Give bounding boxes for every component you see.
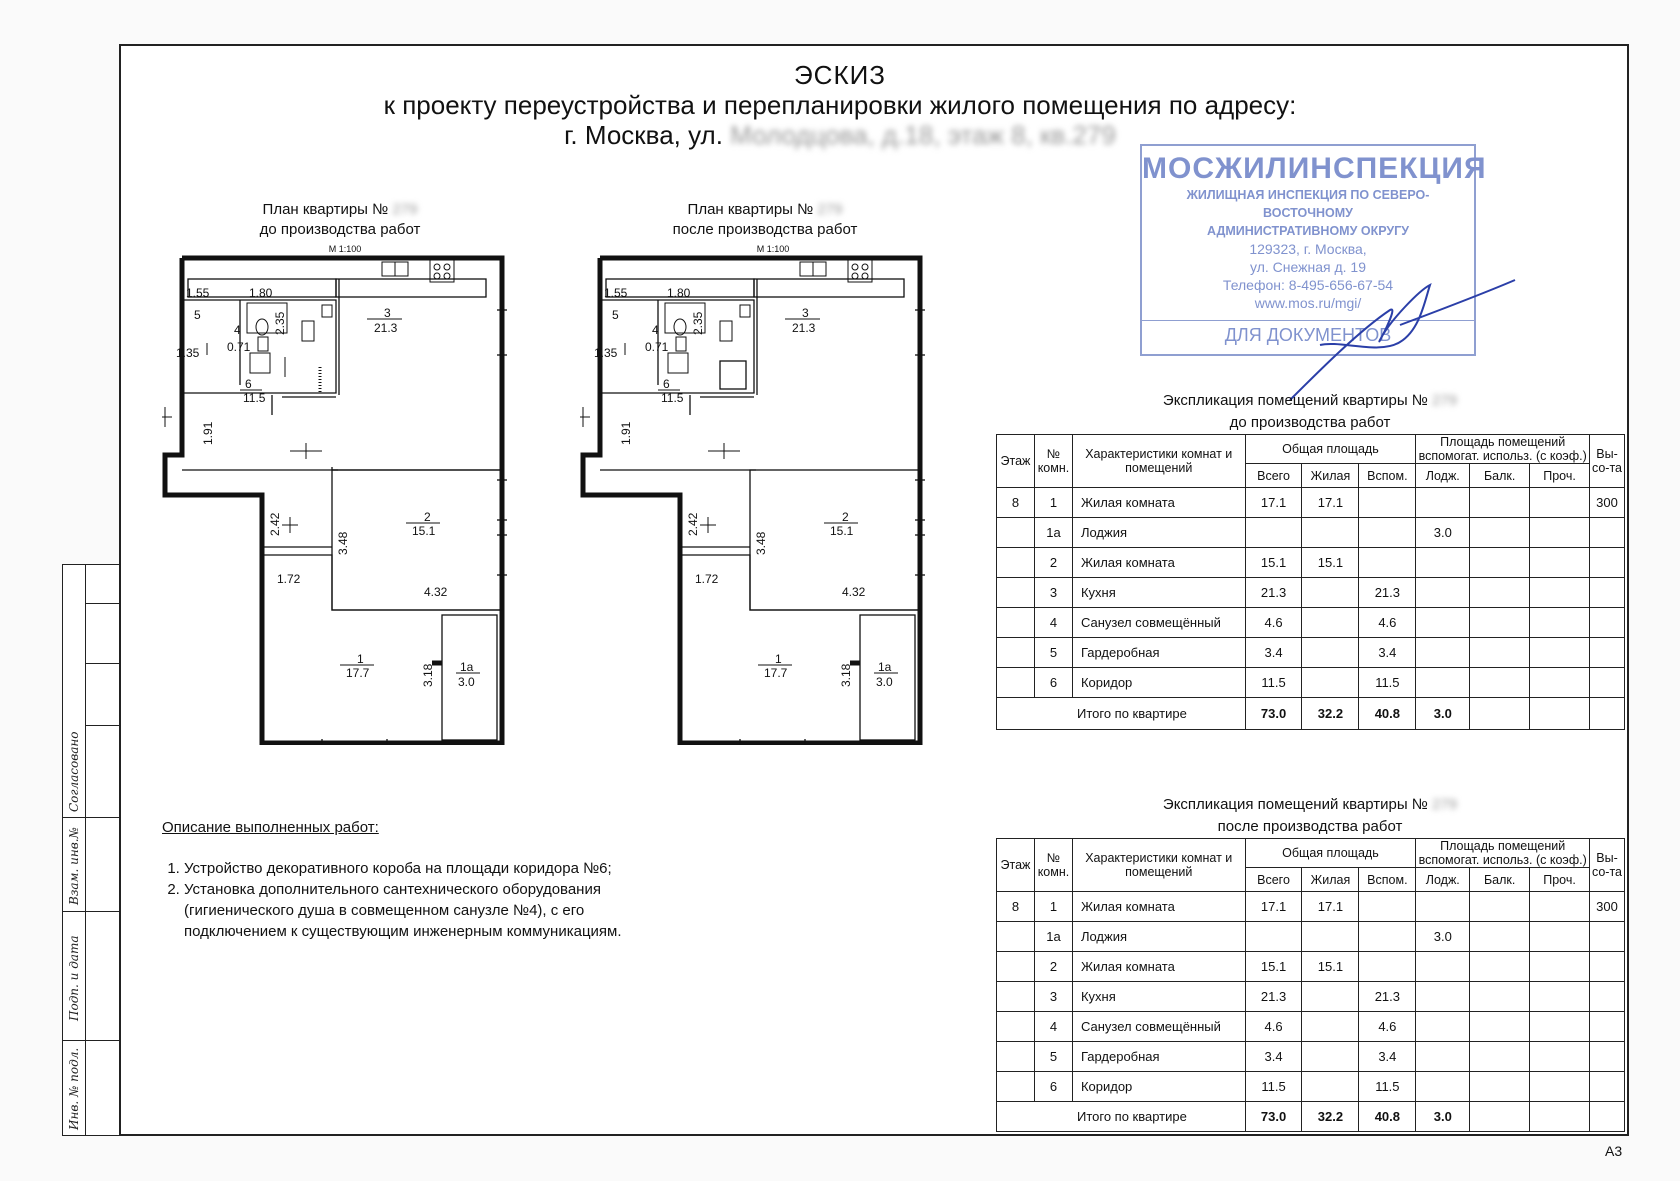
col-aux-area: Площадь помещений вспомогат. использ. (с коэф.) — [1416, 435, 1590, 464]
room-5-number: 5 — [612, 308, 619, 322]
room-4-number: 4 — [652, 323, 659, 337]
side-divider — [85, 663, 121, 664]
dim-2-35: 2.35 — [273, 311, 287, 335]
table-before-caption — [1110, 390, 1510, 434]
room-1a-number: 1а — [878, 660, 892, 674]
table-row: 8 1 Жилая комната 17.1 17.1 300 — [997, 488, 1625, 518]
agreed-label: Согласовано — [67, 731, 81, 812]
room-1a-area: 3.0 — [876, 675, 893, 689]
room-3-number: 3 — [802, 306, 809, 320]
plan-before-number: 279 — [392, 201, 418, 218]
table-row: 2 Жилая комната 15.1 15.1 — [997, 952, 1625, 982]
col-total-area: Общая площадь — [1245, 839, 1416, 868]
table-row: 4 Санузел совмещённый 4.6 4.6 — [997, 1012, 1625, 1042]
room-2-number: 2 — [842, 510, 849, 524]
dim-0-71: 0.71 — [645, 340, 669, 354]
works-item: 2. Установка дополнительного сантехнического оборудования (гигиенического душа в совмещенном санузле №4), с его подключением к существующим инженерным коммуникациям. — [184, 879, 674, 942]
table-total-row: Итого по квартире 73.0 32.2 40.8 3.0 — [997, 1102, 1625, 1132]
room-5-number: 5 — [194, 308, 201, 322]
table-row: 8 1 Жилая комната 17.1 17.1 300 — [997, 892, 1625, 922]
table-row: 5 Гардеробная 3.4 3.4 — [997, 638, 1625, 668]
dim-2-42: 2.42 — [686, 512, 700, 536]
col-floor: Этаж — [997, 839, 1035, 892]
plan-after-caption-line1: План квартиры № — [687, 201, 814, 218]
table-before-number: 279 — [1432, 392, 1458, 409]
col-all: Всего — [1245, 868, 1302, 892]
room-1-number: 1 — [775, 652, 782, 666]
works-list — [162, 858, 704, 942]
room-1-area: 17.7 — [346, 666, 370, 680]
plan-after-caption — [625, 200, 905, 240]
col-height: Вы-со-та — [1589, 839, 1624, 892]
stamp-addr1: 129323, г. Москва, — [1249, 241, 1367, 257]
explication-table-before — [996, 434, 1625, 730]
side-divider — [63, 911, 119, 912]
col-aux-area: Площадь помещений вспомогат. использ. (с коэф.) — [1416, 839, 1590, 868]
title-line-1: ЭСКИЗ — [793, 60, 886, 90]
col-total-area: Общая площадь — [1245, 435, 1416, 464]
col-balcony: Балк. — [1470, 868, 1530, 892]
explication-table-after — [996, 838, 1625, 1132]
table-row: 6 Коридор 11.5 11.5 — [997, 1072, 1625, 1102]
table-row: 6 Коридор 11.5 11.5 — [997, 668, 1625, 698]
room-2-number: 2 — [424, 510, 431, 524]
room-6-number: 6 — [245, 377, 252, 391]
table-after-number: 279 — [1432, 796, 1458, 813]
room-1-area: 17.7 — [764, 666, 788, 680]
room-1a-area: 3.0 — [458, 675, 475, 689]
room-1-number: 1 — [357, 652, 364, 666]
room-3-area: 21.3 — [374, 321, 398, 335]
side-divider — [63, 1040, 119, 1041]
side-divider — [63, 817, 119, 818]
col-other: Проч. — [1530, 868, 1590, 892]
stamp-line1: ЖИЛИЩНАЯ ИНСПЕКЦИЯ ПО СЕВЕРО-ВОСТОЧНОМУ — [1186, 188, 1430, 220]
room-1a-number: 1а — [460, 660, 474, 674]
table-row: 5 Гардеробная 3.4 3.4 — [997, 1042, 1625, 1072]
plan-before-caption-line2: до производства работ — [259, 221, 421, 238]
floor-plan-before — [162, 255, 524, 745]
dim-2-42: 2.42 — [268, 512, 282, 536]
signature-scribble — [1280, 270, 1520, 410]
dim-3-18: 3.18 — [839, 663, 853, 687]
dim-1-80: 1.80 — [667, 286, 691, 300]
stamp-org: МОСЖИЛИНСПЕКЦИЯ — [1142, 152, 1487, 185]
plan-after-number: 279 — [817, 201, 843, 218]
dim-1-35: 1.35 — [594, 346, 618, 360]
table-before-caption-line2: до производства работ — [1229, 414, 1391, 431]
title-line-2: к проекту переустройства и перепланировки жилого помещения по адресу: — [383, 90, 1297, 120]
room-3-number: 3 — [384, 306, 391, 320]
dim-2-35: 2.35 — [691, 311, 705, 335]
col-floor: Этаж — [997, 435, 1035, 488]
col-all: Всего — [1245, 464, 1302, 488]
table-total-row: Итого по квартире 73.0 32.2 40.8 3.0 — [997, 698, 1625, 730]
side-divider — [85, 725, 121, 726]
plan-before-scale: М 1:100 — [328, 244, 362, 254]
room-6-area: 11.5 — [661, 391, 684, 405]
dim-3-48: 3.48 — [336, 531, 350, 555]
side-stamp-box — [62, 564, 120, 1136]
table-after-caption — [1110, 794, 1510, 838]
works-description-heading: Описание выполненных работ: — [162, 819, 379, 836]
room-4-number: 4 — [234, 323, 241, 337]
document-title — [0, 60, 1680, 150]
dim-1-91: 1.91 — [201, 421, 215, 445]
stamp-line2: АДМИНИСТРАТИВНОМУ ОКРУГУ — [1206, 224, 1410, 238]
original-inv-label: Инв. № подл. — [67, 1047, 81, 1130]
dim-4-32: 4.32 — [842, 585, 866, 599]
table-row: 1а Лоджия 3.0 — [997, 518, 1625, 548]
table-before-caption-line1: Экспликация помещений квартиры № — [1162, 392, 1428, 409]
table-row: 3 Кухня 21.3 21.3 — [997, 982, 1625, 1012]
dim-3-48: 3.48 — [754, 531, 768, 555]
side-divider — [85, 603, 121, 604]
dim-1-80: 1.80 — [249, 286, 273, 300]
stamp-phone: Телефон: 8-495-656-67-54 — [1222, 277, 1394, 293]
plan-after-caption-line2: после производства работ — [672, 221, 858, 238]
plan-before-caption — [200, 200, 480, 240]
side-divider — [85, 565, 86, 1135]
dim-1-72: 1.72 — [695, 572, 719, 586]
room-6-area: 11.5 — [243, 391, 266, 405]
col-other: Проч. — [1530, 464, 1590, 488]
replacement-inv-label: Взам. инв.№ — [67, 827, 81, 905]
col-room-no: № комн. — [1034, 435, 1072, 488]
works-item: 1. Устройство декоративного короба на площади коридора №6; — [184, 858, 704, 879]
table-after-caption-line2: после производства работ — [1217, 818, 1403, 835]
stamp-addr2: ул. Снежная д. 19 — [1250, 259, 1366, 275]
table-after-caption-line1: Экспликация помещений квартиры № — [1162, 796, 1428, 813]
dim-1-55: 1.55 — [604, 286, 628, 300]
table-row: 2 Жилая комната 15.1 15.1 — [997, 548, 1625, 578]
col-height: Вы-со-та — [1589, 435, 1624, 488]
dim-1-72: 1.72 — [277, 572, 301, 586]
col-living: Жилая — [1302, 464, 1359, 488]
col-balcony: Балк. — [1470, 464, 1530, 488]
col-characteristics: Характеристики комнат и помещений — [1072, 435, 1245, 488]
address-redacted: Молодцова, д.18, этаж 8, кв.279 — [730, 120, 1116, 150]
stamp-bottom: ДЛЯ ДОКУМЕНТОВ — [1142, 320, 1474, 346]
sheet-format: А3 — [1605, 1143, 1623, 1159]
dim-1-91: 1.91 — [619, 421, 633, 445]
col-aux: Вспом. — [1359, 464, 1416, 488]
dim-3-18: 3.18 — [421, 663, 435, 687]
plan-after-scale: М 1:100 — [756, 244, 790, 254]
col-room-no: № комн. — [1034, 839, 1072, 892]
dim-1-35: 1.35 — [176, 346, 200, 360]
table-row: 4 Санузел совмещённый 4.6 4.6 — [997, 608, 1625, 638]
col-aux: Вспом. — [1359, 868, 1416, 892]
room-2-area: 15.1 — [412, 524, 436, 538]
room-2-area: 15.1 — [830, 524, 854, 538]
address-prefix: г. Москва, ул. — [564, 120, 723, 150]
room-6-number: 6 — [663, 377, 670, 391]
table-row: 3 Кухня 21.3 21.3 — [997, 578, 1625, 608]
col-loggia: Лодж. — [1416, 868, 1470, 892]
col-loggia: Лодж. — [1416, 464, 1470, 488]
signature-date-label: Подп. и дата — [67, 935, 81, 1021]
room-3-area: 21.3 — [792, 321, 816, 335]
col-living: Жилая — [1302, 868, 1359, 892]
dim-4-32: 4.32 — [424, 585, 448, 599]
plan-before-caption-line1: План квартиры № — [262, 201, 389, 218]
dim-0-71: 0.71 — [227, 340, 251, 354]
floor-plan-after — [580, 255, 942, 745]
works-description — [162, 817, 704, 942]
col-characteristics: Характеристики комнат и помещений — [1072, 839, 1245, 892]
stamp-web: www.mos.ru/mgi/ — [1254, 295, 1362, 311]
table-row: 1а Лоджия 3.0 — [997, 922, 1625, 952]
dim-1-55: 1.55 — [186, 286, 210, 300]
